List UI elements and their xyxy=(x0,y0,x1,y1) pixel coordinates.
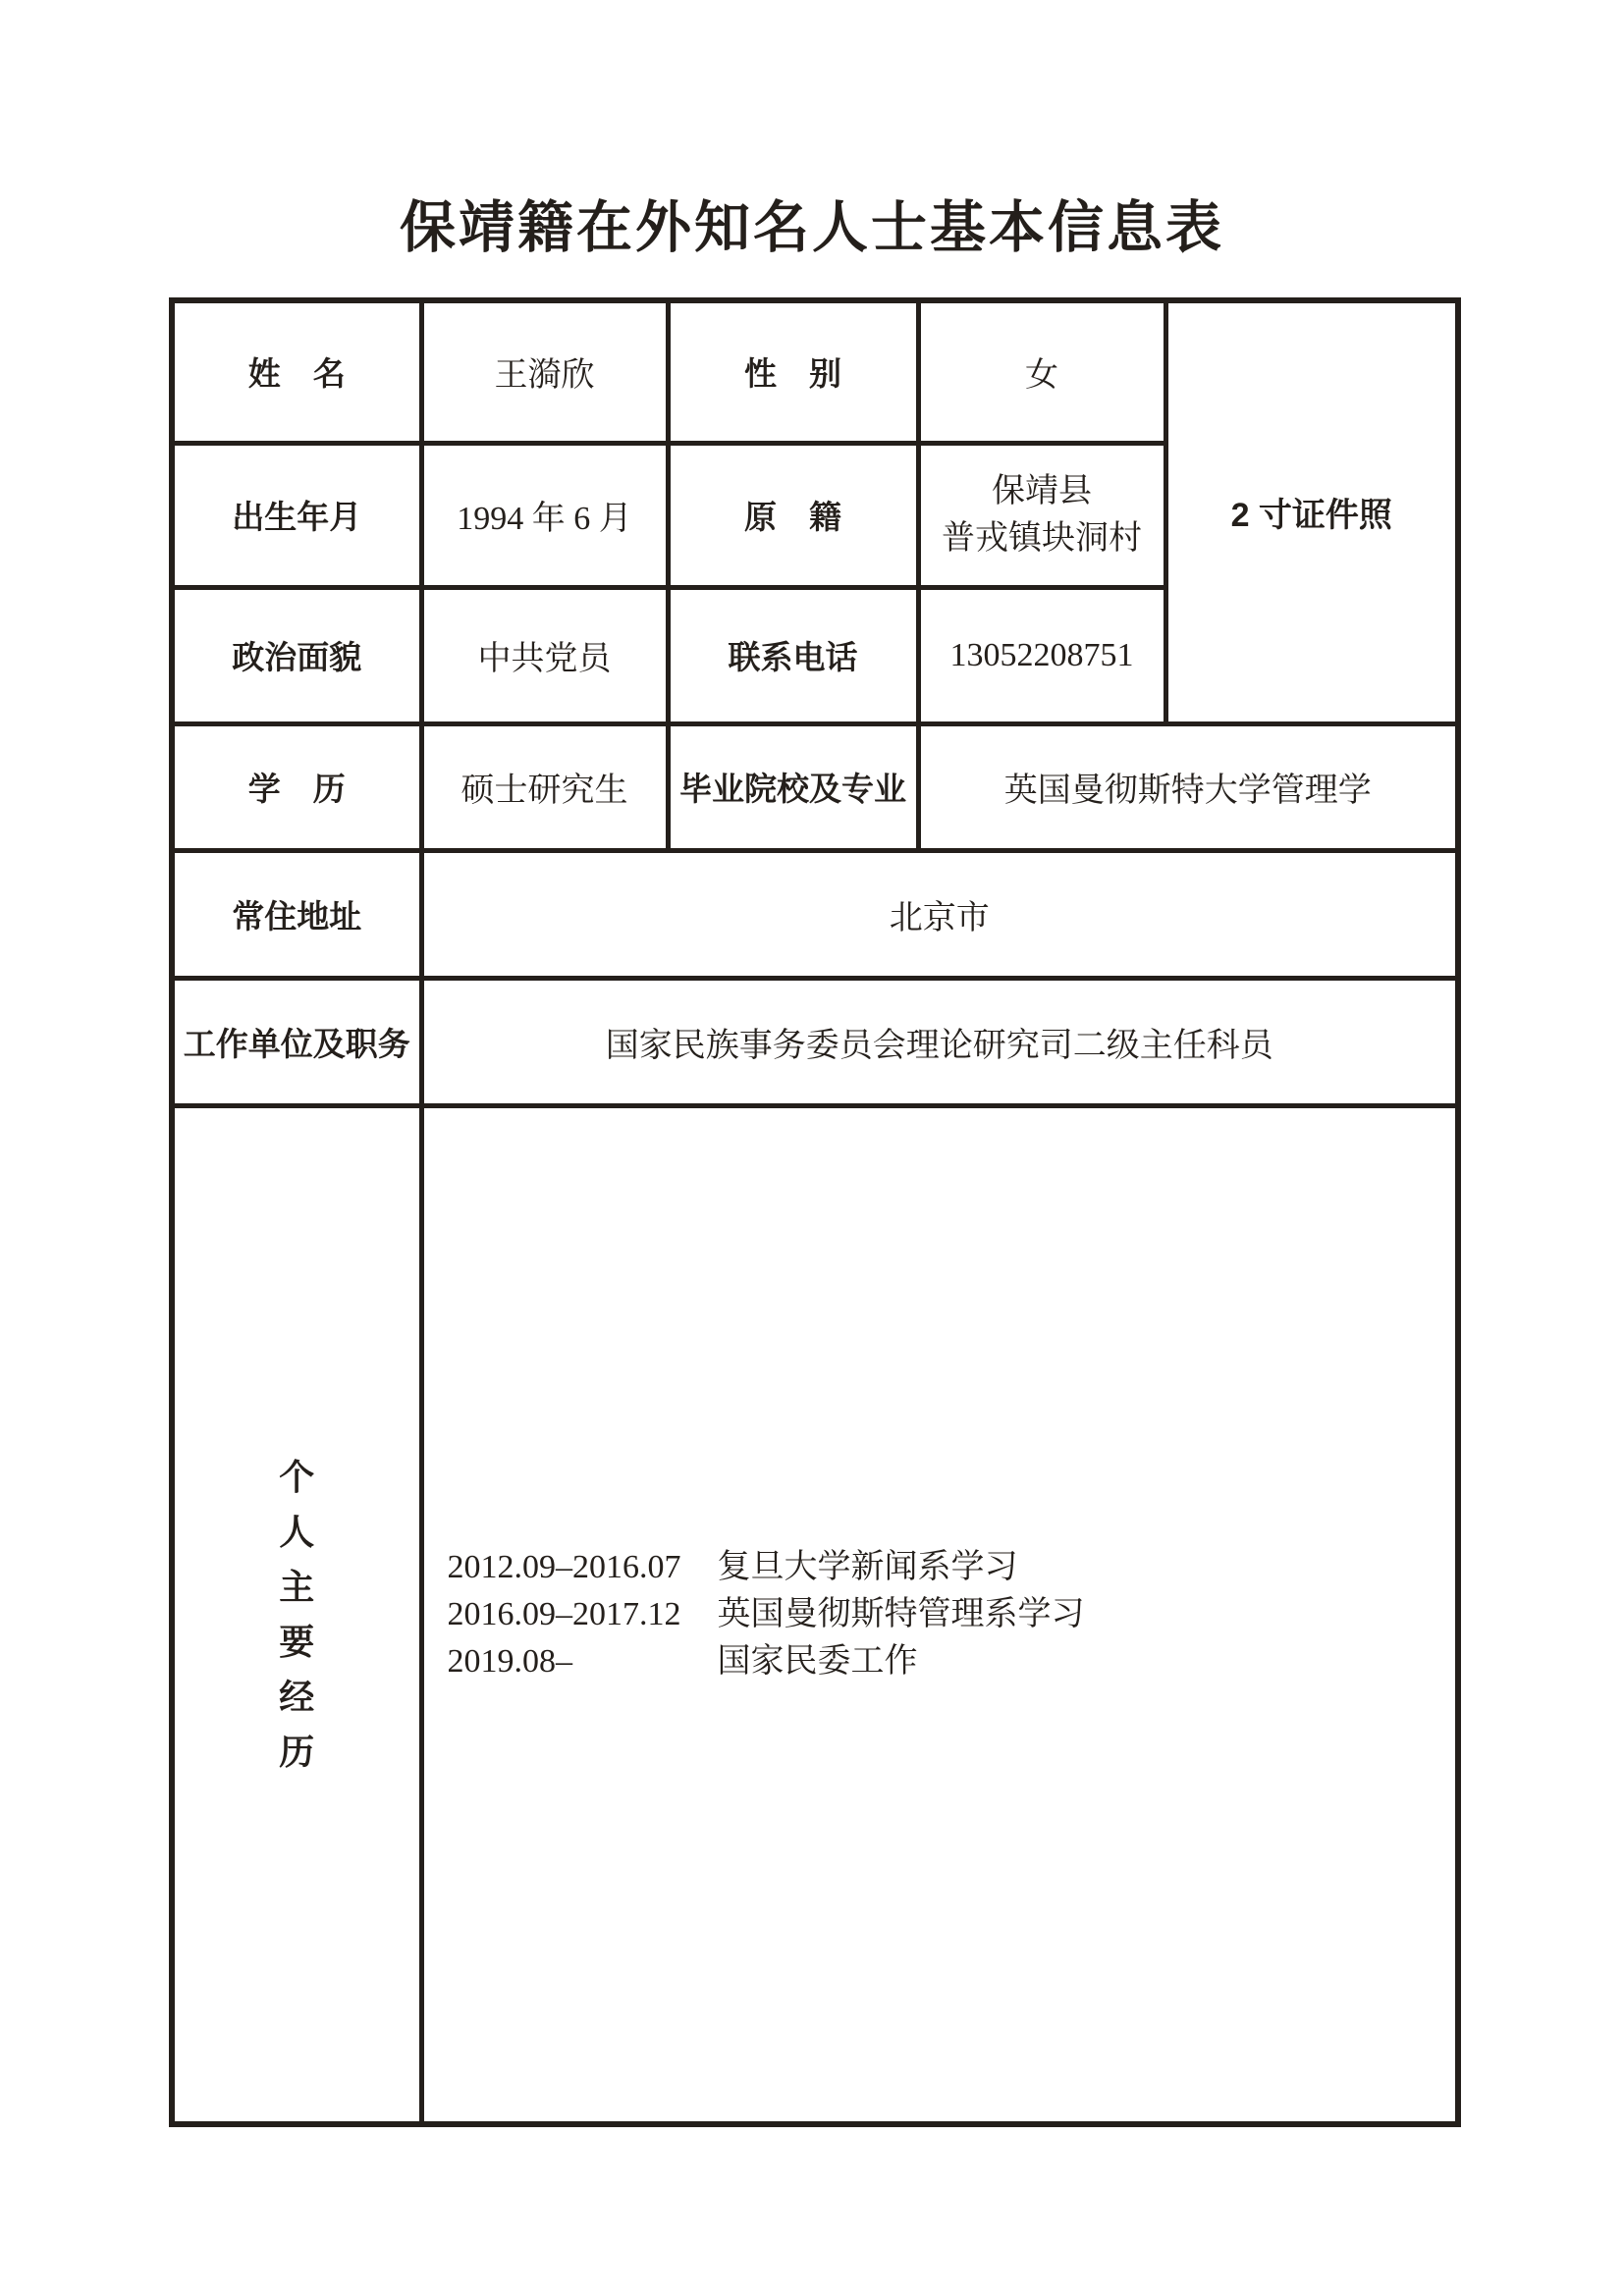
origin-value xyxy=(918,443,1165,587)
political-status-value: 中共党员 xyxy=(421,587,668,723)
experience-entry xyxy=(448,1591,1456,1638)
origin-value-line1: 保靖县 xyxy=(992,472,1092,509)
address-label: 常住地址 xyxy=(172,850,421,978)
experience-label-char: 经 xyxy=(279,1676,315,1717)
school-value: 英国曼彻斯特大学管理学 xyxy=(918,723,1458,850)
gender-value: 女 xyxy=(918,300,1165,443)
experience-entry xyxy=(448,1638,1456,1685)
table-row xyxy=(172,1105,1458,2124)
experience-description: 复旦大学新闻系学习 xyxy=(717,1548,1018,1585)
political-status-label: 政治面貌 xyxy=(172,587,421,723)
phone-label: 联系电话 xyxy=(668,587,918,723)
table-row xyxy=(172,300,1458,443)
experience-label-char: 人 xyxy=(279,1511,315,1552)
experience-label xyxy=(172,1105,421,2124)
work-unit-label: 工作单位及职务 xyxy=(172,978,421,1105)
work-unit-value: 国家民族事务委员会理论研究司二级主任科员 xyxy=(421,978,1458,1105)
table-row xyxy=(172,978,1458,1105)
experience-period: 2016.09–2017.12 xyxy=(447,1595,681,1632)
table-row xyxy=(172,723,1458,850)
experience-label-char: 历 xyxy=(279,1731,315,1772)
name-value: 王漪欣 xyxy=(421,300,668,443)
info-table xyxy=(169,297,1461,2127)
name-label: 姓 名 xyxy=(172,300,421,443)
experience-period: 2012.09–2016.07 xyxy=(447,1548,681,1585)
experience-label-char: 主 xyxy=(279,1566,315,1607)
gender-label: 性 别 xyxy=(668,300,918,443)
experience-label-char: 个 xyxy=(279,1456,315,1497)
origin-label: 原 籍 xyxy=(668,443,918,587)
experience-entries xyxy=(424,1544,1456,1685)
experience-entry xyxy=(448,1544,1456,1591)
birth-label: 出生年月 xyxy=(172,443,421,587)
phone-value: 13052208751 xyxy=(918,587,1165,723)
origin-value-line2: 普戎镇块洞村 xyxy=(942,519,1142,557)
table-row xyxy=(172,850,1458,978)
education-label: 学 历 xyxy=(172,723,421,850)
page-title: 保靖籍在外知名人士基本信息表 xyxy=(400,197,1224,259)
address-value: 北京市 xyxy=(421,850,1458,978)
photo-placeholder: 2 寸证件照 xyxy=(1165,300,1458,723)
experience-label-vertical xyxy=(175,1450,419,1780)
experience-period: 2019.08– xyxy=(447,1642,572,1680)
experience-description: 英国曼彻斯特管理系学习 xyxy=(717,1595,1085,1632)
experience-content xyxy=(421,1105,1458,2124)
experience-description: 国家民委工作 xyxy=(717,1642,918,1680)
school-label: 毕业院校及专业 xyxy=(668,723,918,850)
birth-value: 1994 年 6 月 xyxy=(421,443,668,587)
experience-label-char: 要 xyxy=(279,1621,315,1662)
education-value: 硕士研究生 xyxy=(421,723,668,850)
